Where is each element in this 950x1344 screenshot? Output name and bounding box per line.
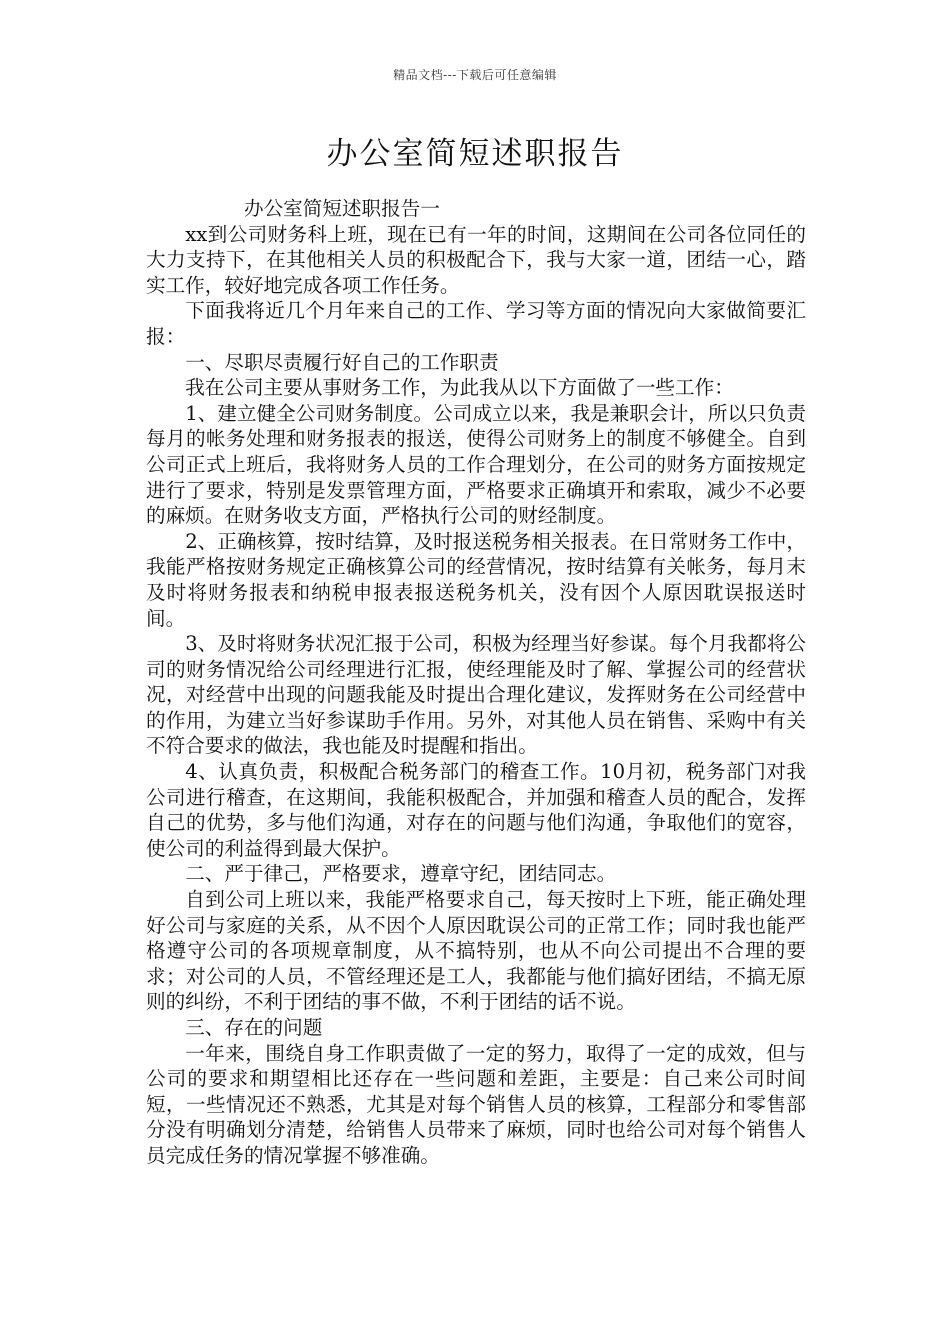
section-heading-duties: 一、尽职尽责履行好自己的工作职责	[185, 350, 499, 374]
paragraph-duties-lead: 我在公司主要从事财务工作，为此我从以下方面做了一些工作：	[185, 376, 734, 400]
paragraph-discipline: 自到公司上班以来，我能严格要求自己，每天按时上下班，能正确处理好公司与家庭的关系，从不因个人原因耽误公司的正常工作；同时我也能严格遵守公司的各项规章制度，从不搞特别，也从不向公司提出不合理的要求；对公司的人员，不管经理还是工人，我都能与他们搞好团结，不搞无原则的纠纷，不利于团结的事不做，不利于团结的话不说。	[146, 888, 806, 1014]
report-subtitle: 办公室简短述职报告一	[244, 197, 440, 220]
section-heading-problems: 三、存在的问题	[185, 1016, 323, 1039]
paragraph-problems: 一年来，围绕自身工作职责做了一定的努力，取得了一定的成效，但与公司的要求和期望相比还存在一些问题和差距，主要是：自己来公司时间短，一些情况还不熟悉，尤其是对每个销售人员的核算，工程部分和零售部分没有明确划分清楚，给销售人员带来了麻烦，同时也给公司对每个销售人员完成任务的情况掌握不够准确。	[146, 1041, 806, 1167]
paragraph-item-3: 3、及时将财务状况汇报于公司，积极为经理当好参谋。每个月我都将公司的财务情况给公司经理进行汇报，使经理能及时了解、掌握公司的经营状况，对经营中出现的问题我能及时提出合理化建议，发挥财务在公司经营中的作用，为建立当好参谋助手作用。另外，对其他人员在销售、采购中有关不符合要求的做法，我也能及时提醒和指出。	[146, 632, 806, 758]
paragraph-item-2: 2、正确核算，按时结算，及时报送税务相关报表。在日常财务工作中，我能严格按财务规定正确核算公司的经营情况，按时结算有关帐务，每月末及时将财务报表和纳税申报表报送税务机关，没有因个人原因耽误报送时间。	[146, 529, 806, 630]
document-title: 办公室简短述职报告	[326, 136, 624, 172]
paragraph-summary-lead: 下面我将近几个月年来自己的工作、学习等方面的情况向大家做简要汇报：	[146, 299, 806, 348]
header-note: 精品文档---下载后可任意编辑	[393, 68, 557, 82]
paragraph-intro: xx到公司财务科上班，现在已有一年的时间，这期间在公司各位同任的大力支持下，在其他相关人员的积极配合下，我与大家一道，团结一心，踏实工作，较好地完成各项工作任务。	[146, 222, 806, 297]
section-heading-discipline: 二、严于律己，严格要求，遵章守纪，团结同志。	[185, 862, 617, 886]
document-body	[146, 196, 806, 1169]
paragraph-item-1: 1、建立健全公司财务制度。公司成立以来，我是兼职会计，所以只负责每月的帐务处理和财务报表的报送，使得公司财务上的制度不够健全。自到公司正式上班后，我将财务人员的工作合理划分，在公司的财务方面按规定进行了要求，特别是发票管理方面，严格要求正确填开和索取，减少不必要的麻烦。在财务收支方面，严格执行公司的财经制度。	[146, 401, 806, 528]
paragraph-item-4: 4、认真负责，积极配合税务部门的稽查工作。10月初，税务部门对我公司进行稽查，在这期间，我能积极配合，并加强和稽查人员的配合，发挥自己的优势，多与他们沟通，对存在的问题与他们沟通，争取他们的宽容，使公司的利益得到最大保护。	[146, 760, 806, 860]
